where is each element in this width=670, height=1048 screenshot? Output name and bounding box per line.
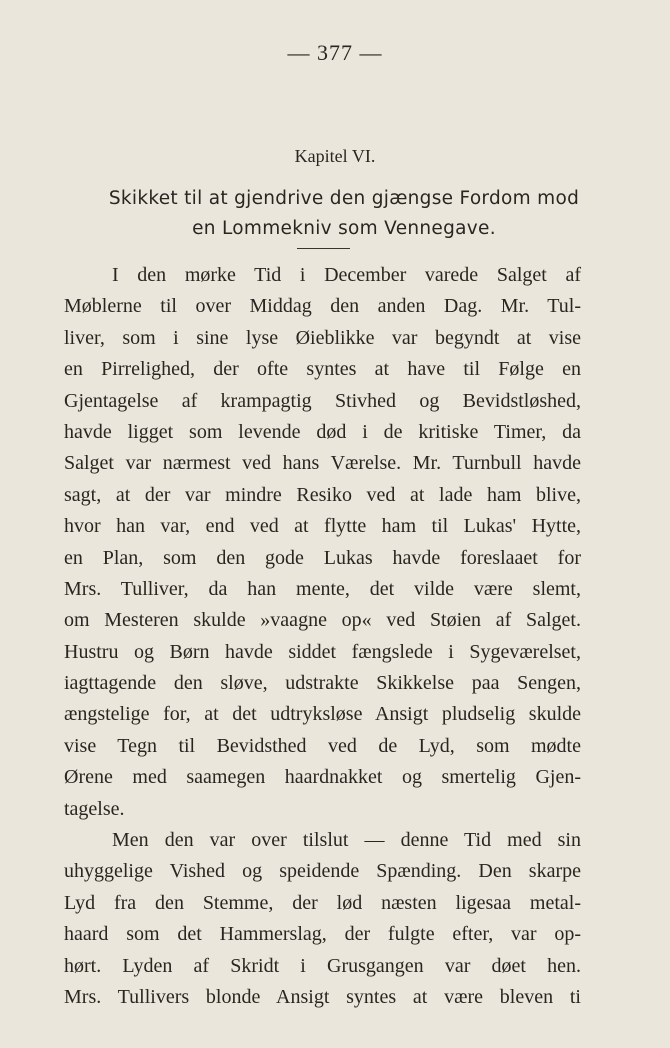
text-line: I den mørke Tid i December varede Salget af: [112, 264, 581, 286]
text-line: Møblerne til over Middag den anden Dag. Mr. Tul-: [64, 295, 581, 318]
text-line: tagelse.: [64, 797, 125, 820]
chapter-title: [64, 184, 624, 244]
chapter-title-line: en Lommekniv som Vennegave.: [192, 218, 496, 239]
text-line: vise Tegn til Bevidsthed ved de Lyd, som mødte: [64, 734, 581, 757]
text-line: Lyd fra den Stemme, der lød næsten ligesaa metal-: [64, 891, 581, 914]
text-line: liver, som i sine lyse Øieblikke var begyndt at vise: [64, 326, 581, 349]
body-text: [64, 260, 581, 1013]
text-line: haard som det Hammerslag, der fulgte efter, var op-: [64, 923, 581, 946]
chapter-label: Kapitel VI.: [294, 146, 376, 166]
text-line: Gjentagelse af krampagtig Stivhed og Bevidstløshed,: [64, 389, 581, 412]
section-divider: [297, 248, 350, 249]
text-line: hørt. Lyden af Skridt i Grusgangen var døet hen.: [64, 954, 581, 977]
text-line: ængstelige for, at det udtryksløse Ansigt pludselig skulde: [64, 703, 581, 726]
text-line: Salget var nærmest ved hans Værelse. Mr. Turnbull havde: [64, 452, 581, 475]
text-line: sagt, at der var mindre Resiko ved at lade ham blive,: [64, 483, 581, 506]
text-line: Men den var over tilslut — denne Tid med sin: [112, 829, 581, 852]
chapter-title-line: Skikket til at gjendrive den gjængse Fordom mod: [108, 188, 580, 209]
text-line: uhyggelige Vished og speidende Spænding. Den skarpe: [64, 860, 581, 883]
text-line: Ørene med saamegen haardnakket og smertelig Gjen-: [64, 766, 581, 789]
text-line: om Mesteren skulde »vaagne op« ved Støien af Salget.: [64, 609, 581, 632]
text-line: Hustru og Børn havde siddet fængslede i Sygeværelset,: [64, 640, 581, 663]
text-line: Mrs. Tullivers blonde Ansigt syntes at være bleven ti: [64, 985, 581, 1008]
text-line: Mrs. Tulliver, da han mente, det vilde være slemt,: [64, 577, 581, 600]
text-line: en Pirrelighed, der ofte syntes at have til Følge en: [64, 358, 581, 381]
text-line: hvor han var, end ved at flytte ham til Lukas' Hytte,: [64, 515, 581, 538]
text-line: en Plan, som den gode Lukas havde foreslaaet for: [64, 546, 581, 569]
text-line: iagttagende den sløve, udstrakte Skikkelse paa Sengen,: [64, 672, 581, 695]
page-number: — 377 —: [287, 40, 383, 65]
text-line: havde ligget som levende død i de kritiske Timer, da: [64, 420, 581, 443]
